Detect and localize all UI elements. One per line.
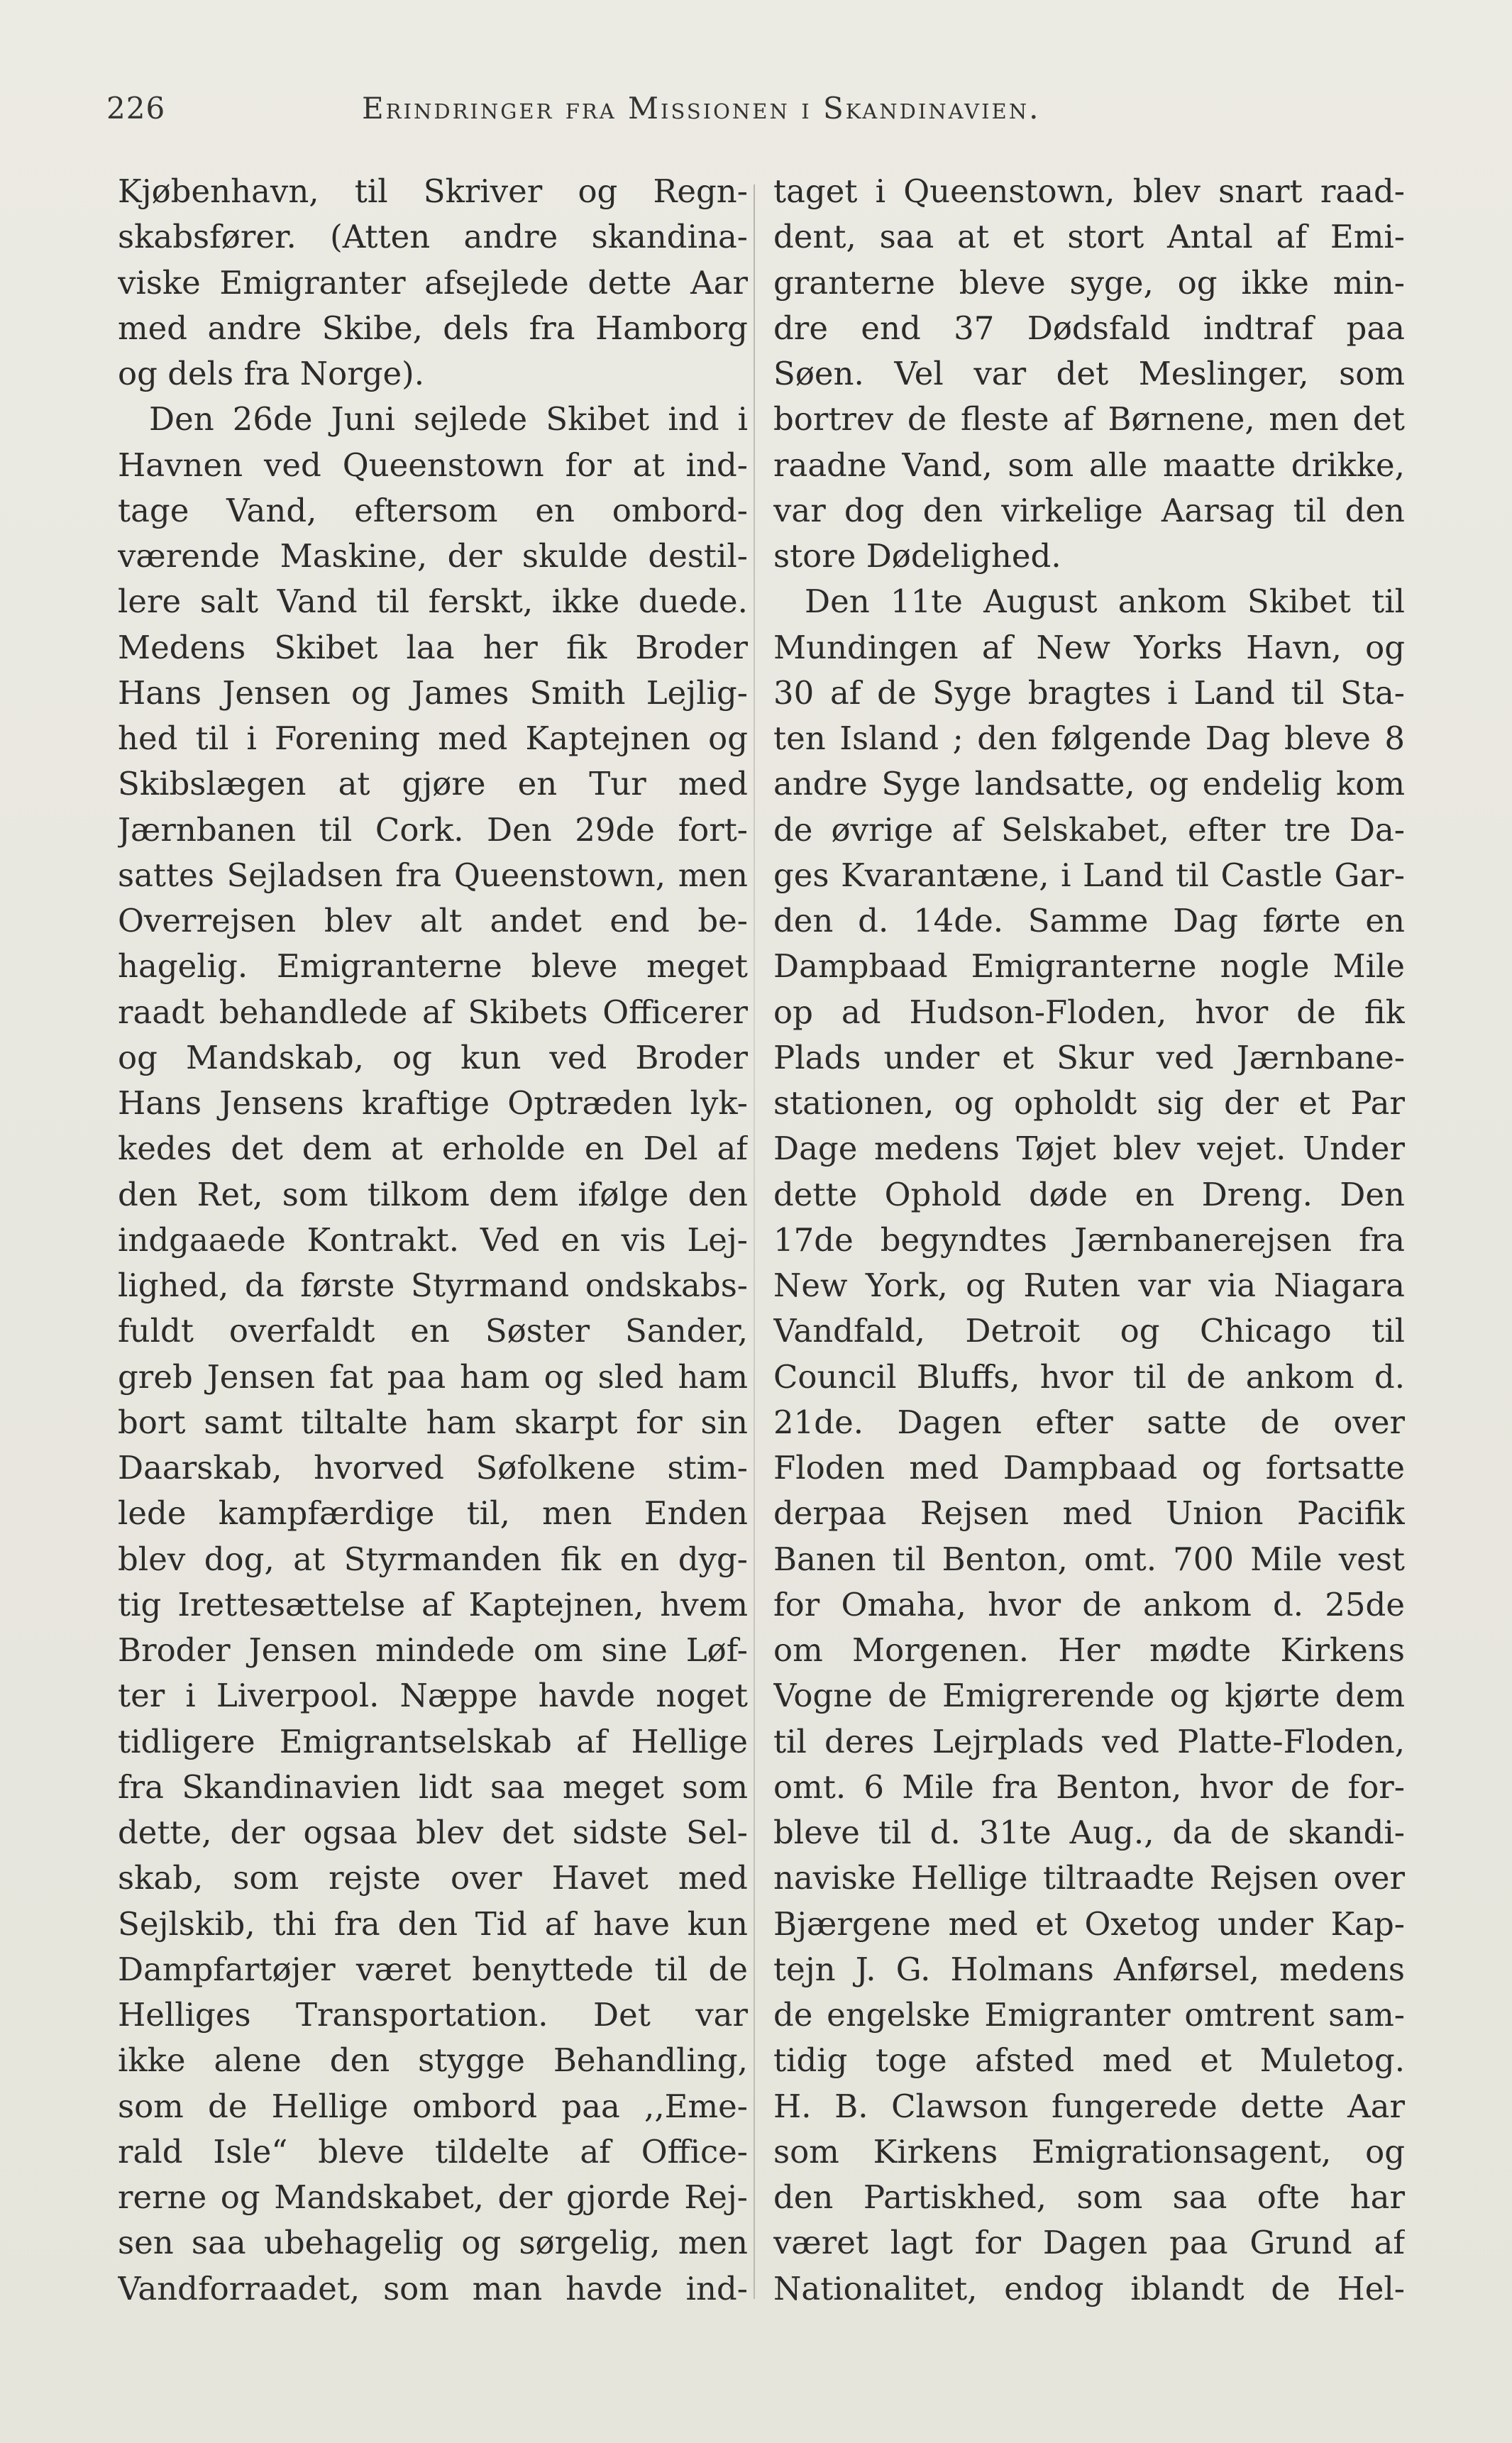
text-line: som de Hellige ombord paa ,,Eme- — [118, 2087, 748, 2125]
text-line: Jærnbanen til Cork. Den 29de fort- — [118, 810, 748, 849]
text-line: dette Ophold døde en Dreng. Den — [773, 1175, 1405, 1213]
text-line: hagelig. Emigranterne bleve meget — [118, 947, 748, 986]
text-line: Mundingen af New Yorks Havn, og — [773, 628, 1405, 666]
text-line: tejn J. G. Holmans Anførsel, medens — [773, 1950, 1405, 1988]
text-line: tig Irettesættelse af Kaptejnen, hvem — [118, 1585, 748, 1623]
text-line: for Omaha, hvor de ankom d. 25de — [773, 1585, 1405, 1623]
text-line: bleve til d. 31te Aug., da de skandi- — [773, 1814, 1405, 1851]
text-line: derpaa Rejsen med Union Pacifik — [773, 1494, 1405, 1533]
text-line: var dog den virkelige Aarsag til den — [773, 491, 1405, 529]
text-line: viske Emigranter afsejlede dette Aar — [118, 263, 748, 302]
text-line: kedes det dem at erholde en Del af — [118, 1130, 748, 1168]
text-line: lighed, da første Styrmand ondskabs- — [118, 1267, 748, 1304]
text-line: raadt behandlede af Skibets Officerer — [118, 993, 748, 1031]
text-line: greb Jensen fat paa ham og sled ham — [118, 1357, 748, 1396]
text-line: sattes Sejladsen fra Queenstown, men — [118, 856, 748, 894]
running-title: Erindringer fra Missionen i Skandinavien. — [362, 91, 1041, 126]
text-line: som Kirkens Emigrationsagent, og — [773, 2132, 1405, 2171]
text-line: tage Vand, eftersom en ombord- — [118, 491, 748, 529]
text-line: indgaaede Kontrakt. Ved en vis Lej- — [118, 1220, 748, 1259]
text-line: Helliges Transportation. Det var — [118, 1996, 748, 2034]
text-line: bort samt tiltalte ham skarpt for sin — [118, 1403, 748, 1441]
right-text-column — [773, 169, 1405, 2312]
text-line: Den 11te August ankom Skibet til — [805, 583, 1405, 621]
text-line: Daarskab, hvorved Søfolkene stim- — [118, 1449, 748, 1487]
text-line: tidig toge afsted med et Muletog. — [773, 2041, 1405, 2080]
text-line: Søen. Vel var det Meslinger, som — [773, 355, 1405, 392]
text-line: sen saa ubehagelig og sørgelig, men — [118, 2224, 748, 2262]
text-line: taget i Queenstown, blev snart raad- — [773, 172, 1405, 210]
text-line: andre Syge landsatte, og endelig kom — [773, 765, 1405, 803]
text-line: den d. 14de. Samme Dag førte en — [773, 902, 1405, 939]
text-line: og Mandskab, og kun ved Broder — [118, 1038, 748, 1076]
text-line: med andre Skibe, dels fra Hamborg — [118, 309, 748, 347]
text-line: Plads under et Skur ved Jærnbane- — [773, 1038, 1405, 1076]
text-line: Broder Jensen mindede om sine Løf- — [118, 1631, 748, 1669]
text-line: stationen, og opholdt sig der et Par — [773, 1084, 1405, 1122]
text-line: dette, der ogsaa blev det sidste Sel- — [118, 1814, 748, 1851]
text-line: Bjærgene med et Oxetog under Kap- — [773, 1904, 1405, 1943]
text-line: skab, som rejste over Havet med — [118, 1859, 748, 1897]
text-line: Overrejsen blev alt andet end be- — [118, 902, 748, 939]
text-line: de øvrige af Selskabet, efter tre Da- — [773, 810, 1405, 849]
text-line: Kjøbenhavn, til Skriver og Regn- — [118, 172, 748, 210]
text-line: Hans Jensens kraftige Optræden lyk- — [118, 1084, 748, 1122]
text-line: ges Kvarantæne, i Land til Castle Gar- — [773, 856, 1405, 894]
text-line: om Morgenen. Her mødte Kirkens — [773, 1631, 1405, 1669]
text-line: naviske Hellige tiltraadte Rejsen over — [773, 1859, 1405, 1897]
text-line: Medens Skibet laa her fik Broder — [118, 628, 748, 666]
text-line: den Partiskhed, som saa ofte har — [773, 2178, 1405, 2216]
text-line: Skibslægen at gjøre en Tur med — [118, 765, 748, 803]
text-line: rerne og Mandskabet, der gjorde Rej- — [118, 2178, 748, 2216]
text-line: hed til i Forening med Kaptejnen og — [118, 719, 748, 757]
text-line: dre end 37 Dødsfald indtraf paa — [773, 309, 1405, 347]
text-line: raadne Vand, som alle maatte drikke, — [773, 446, 1405, 484]
text-line: tidligere Emigrantselskab af Hellige — [118, 1722, 748, 1760]
text-line: op ad Hudson-Floden, hvor de fik — [773, 993, 1405, 1031]
text-line: de engelske Emigranter omtrent sam- — [773, 1996, 1405, 2034]
text-line: ikke alene den stygge Behandling, — [118, 2041, 748, 2080]
text-line: Vandfald, Detroit og Chicago til — [773, 1312, 1405, 1350]
text-line: skabsfører. (Atten andre skandina- — [118, 218, 748, 256]
text-line: Den 26de Juni sejlede Skibet ind i — [149, 400, 748, 439]
text-line: lere salt Vand til ferskt, ikke duede. — [118, 583, 748, 621]
text-line: H. B. Clawson fungerede dette Aar — [773, 2087, 1405, 2125]
text-line: Dampbaad Emigranterne nogle Mile — [773, 947, 1405, 986]
page-header — [106, 91, 1405, 140]
text-line: blev dog, at Styrmanden fik en dyg- — [118, 1540, 748, 1578]
text-line: ten Island ; den følgende Dag bleve 8 — [773, 719, 1405, 757]
text-line: 30 af de Syge bragtes i Land til Sta- — [773, 673, 1405, 712]
text-line: Havnen ved Queenstown for at ind- — [118, 446, 748, 484]
text-line: store Dødelighed. — [773, 537, 1061, 575]
text-line: lede kampfærdige til, men Enden — [118, 1494, 748, 1533]
text-line: Banen til Benton, omt. 700 Mile vest — [773, 1540, 1405, 1578]
text-line: til deres Lejrplads ved Platte-Floden, — [773, 1722, 1405, 1760]
text-line: Dampfartøjer været benyttede til de — [118, 1950, 748, 1988]
text-line: Nationalitet, endog iblandt de Hel- — [773, 2269, 1405, 2307]
text-line: rald Isle“ bleve tildelte af Office- — [118, 2132, 748, 2171]
text-line: granterne bleve syge, og ikke min- — [773, 263, 1405, 302]
text-line: 17de begyndtes Jærnbanerejsen fra — [773, 1220, 1405, 1259]
text-line: Dage medens Tøjet blev vejet. Under — [773, 1130, 1405, 1168]
text-line: Vandforraadet, som man havde ind- — [118, 2269, 748, 2307]
text-line: fra Skandinavien lidt saa meget som — [118, 1768, 748, 1806]
text-line: New York, og Ruten var via Niagara — [773, 1267, 1405, 1304]
column-divider — [754, 184, 755, 2299]
text-line: Floden med Dampbaad og fortsatte — [773, 1449, 1405, 1487]
text-line: 21de. Dagen efter satte de over — [773, 1403, 1405, 1441]
text-line: den Ret, som tilkom dem ifølge den — [118, 1175, 748, 1213]
text-line: omt. 6 Mile fra Benton, hvor de for- — [773, 1768, 1405, 1806]
text-line: Sejlskib, thi fra den Tid af have kun — [118, 1904, 748, 1943]
text-line: fuldt overfaldt en Søster Sander, — [118, 1312, 748, 1350]
left-text-column — [118, 169, 748, 2312]
text-line: været lagt for Dagen paa Grund af — [773, 2224, 1405, 2262]
text-line: dent, saa at et stort Antal af Emi- — [773, 218, 1405, 256]
text-line: ter i Liverpool. Næppe havde noget — [118, 1677, 748, 1715]
text-line: og dels fra Norge). — [118, 355, 425, 392]
page-number: 226 — [106, 91, 166, 126]
text-line: Council Bluffs, hvor til de ankom d. — [773, 1357, 1405, 1396]
text-line: værende Maskine, der skulde destil- — [118, 537, 748, 575]
text-line: Vogne de Emigrerende og kjørte dem — [773, 1677, 1405, 1715]
text-line: Hans Jensen og James Smith Lejlig- — [118, 673, 748, 712]
text-line: bortrev de fleste af Børnene, men det — [773, 400, 1405, 439]
